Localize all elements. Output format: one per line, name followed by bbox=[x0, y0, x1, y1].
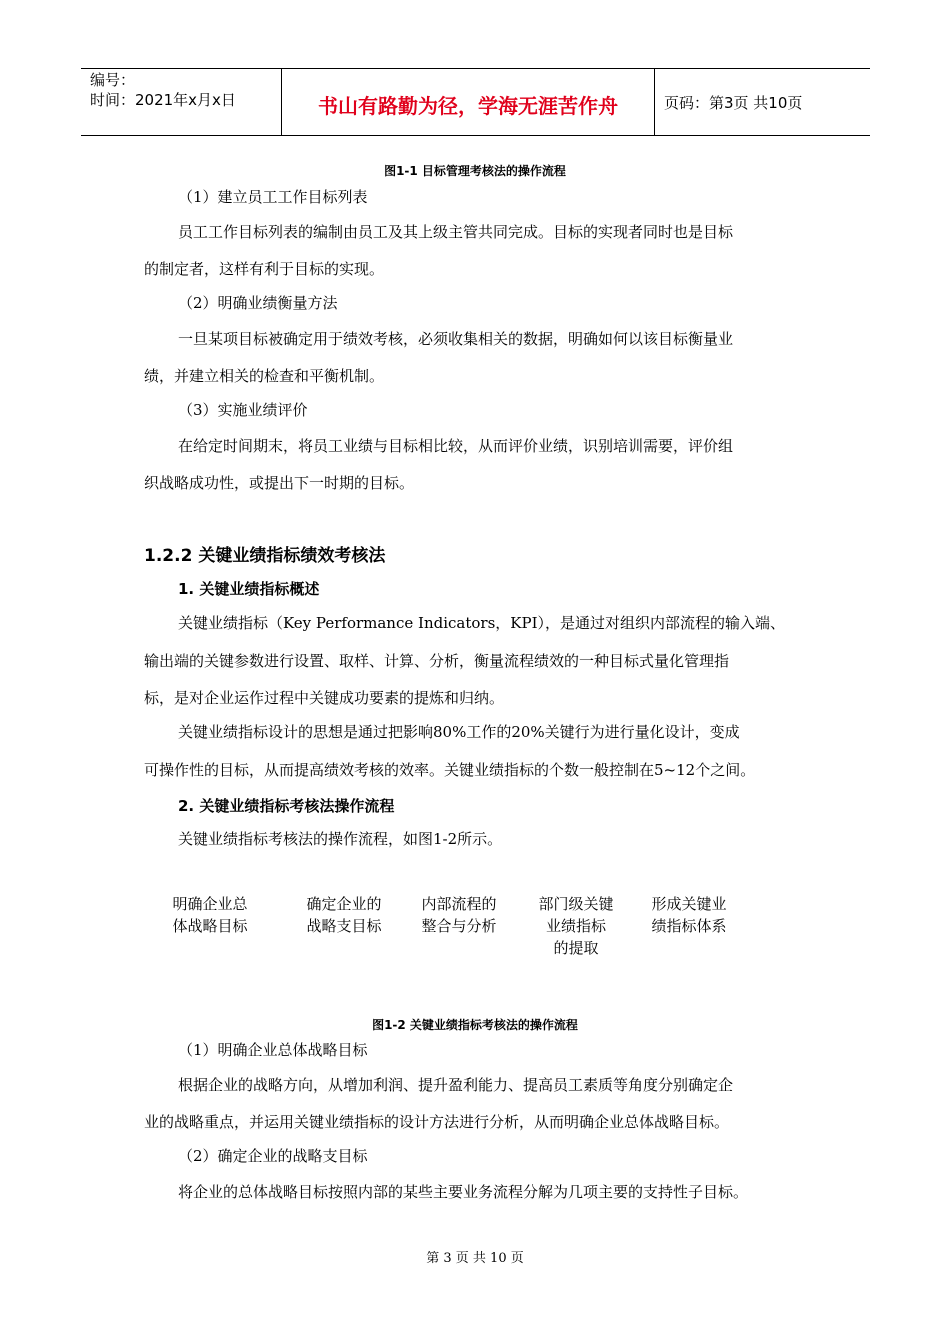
kpi-paragraph-line: 标，是对企业运作过程中关键成功要素的提炼和归纳。 bbox=[144, 689, 505, 707]
step2-title: （2）确定企业的战略支目标 bbox=[178, 1147, 368, 1165]
flow-step-line: 内部流程的 bbox=[421, 895, 497, 913]
subheading-kpi-process: 2. 关键业绩指标考核法操作流程 bbox=[178, 797, 395, 815]
header-top-rule bbox=[81, 68, 870, 69]
flow-step-line: 形成关键业 bbox=[651, 895, 727, 913]
flow-step bbox=[404, 893, 514, 937]
step1-paragraph-line: 根据企业的战略方向，从增加利润、提升盈利能力、提高员工素质等角度分别确定企 bbox=[178, 1076, 734, 1094]
subheading-kpi-overview: 1. 关键业绩指标概述 bbox=[178, 580, 320, 598]
kpi-design-line: 可操作性的目标，从而提高绩效考核的效率。关键业绩指标的个数一般控制在5~12个之间。 bbox=[144, 761, 756, 779]
header-motto: 书山有路勤为径，学海无涯苦作舟 bbox=[318, 94, 618, 118]
figure-1-2-caption: 图1-2 关键业绩指标考核法的操作流程 bbox=[372, 1018, 578, 1032]
item2-title: （2）明确业绩衡量方法 bbox=[178, 294, 338, 312]
flow-step-line: 整合与分析 bbox=[421, 917, 497, 935]
header-date-label: 时间：2021年x月x日 bbox=[90, 91, 236, 109]
flow-step-line: 部门级关键 bbox=[538, 895, 614, 913]
flow-step-line: 绩指标体系 bbox=[651, 917, 727, 935]
step1-title: （1）明确企业总体战略目标 bbox=[178, 1041, 368, 1059]
kpi-paragraph-line: 输出端的关键参数进行设置、取样、计算、分析，衡量流程绩效的一种目标式量化管理指 bbox=[144, 652, 730, 670]
kpi-process-intro: 关键业绩指标考核法的操作流程，如图1-2所示。 bbox=[178, 830, 503, 848]
kpi-design-line: 关键业绩指标设计的思想是通过把影响80%工作的20%关键行为进行量化设计，变成 bbox=[178, 723, 740, 741]
item1-paragraph-line: 员工工作目标列表的编制由员工及其上级主管共同完成。目标的实现者同时也是目标 bbox=[178, 223, 734, 241]
item1-title: （1）建立员工工作目标列表 bbox=[178, 188, 368, 206]
header-number-label: 编号： bbox=[90, 71, 136, 89]
flow-step-line: 体战略目标 bbox=[172, 917, 248, 935]
item2-paragraph-line: 绩，并建立相关的检查和平衡机制。 bbox=[144, 367, 385, 385]
flow-step bbox=[634, 893, 744, 937]
flow-step-line: 的提取 bbox=[553, 939, 599, 957]
page-footer: 第 3 页 共 10 页 bbox=[426, 1251, 524, 1266]
item1-paragraph-line: 的制定者，这样有利于目标的实现。 bbox=[144, 260, 385, 278]
flow-step-line: 确定企业的 bbox=[306, 895, 382, 913]
header-page-label: 页码：第3页 共10页 bbox=[664, 94, 803, 112]
flow-step bbox=[289, 893, 399, 937]
flow-step bbox=[521, 893, 631, 959]
figure-1-1-caption: 图1-1 目标管理考核法的操作流程 bbox=[384, 164, 566, 178]
step2-paragraph-line: 将企业的总体战略目标按照内部的某些主要业务流程分解为几项主要的支持性子目标。 bbox=[178, 1183, 749, 1201]
header-divider-left bbox=[281, 68, 282, 136]
flow-step-line: 战略支目标 bbox=[306, 917, 382, 935]
item3-title: （3）实施业绩评价 bbox=[178, 401, 308, 419]
header-bottom-rule bbox=[81, 135, 870, 136]
section-heading-1-2-2: 1.2.2 关键业绩指标绩效考核法 bbox=[144, 546, 386, 566]
header-divider-right bbox=[654, 68, 655, 136]
item3-paragraph-line: 在给定时间期末，将员工业绩与目标相比较，从而评价业绩，识别培训需要，评价组 bbox=[178, 437, 734, 455]
flow-step-line: 明确企业总 bbox=[172, 895, 248, 913]
item2-paragraph-line: 一旦某项目标被确定用于绩效考核，必须收集相关的数据，明确如何以该目标衡量业 bbox=[178, 330, 734, 348]
step1-paragraph-line: 业的战略重点，并运用关键业绩指标的设计方法进行分析，从而明确企业总体战略目标。 bbox=[144, 1113, 730, 1131]
item3-paragraph-line: 织战略成功性，或提出下一时期的目标。 bbox=[144, 474, 415, 492]
kpi-paragraph-line: 关键业绩指标（Key Performance Indicators，KPI），是通过对组织内部流程的输入端、 bbox=[178, 614, 785, 632]
flow-step bbox=[155, 893, 265, 937]
flow-step-line: 业绩指标 bbox=[545, 917, 606, 935]
